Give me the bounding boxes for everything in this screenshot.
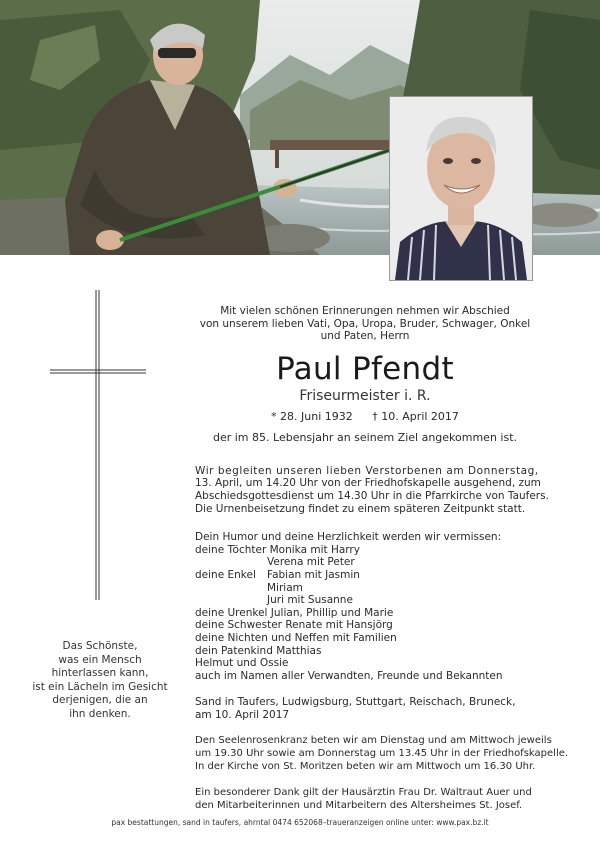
mourners-list [195,531,535,682]
thanks-text [195,787,535,812]
mourner-value: Fabian mit Jasmin [267,568,360,581]
memorial-poem [30,640,170,721]
mourner-line: auch im Namen aller Verwandten, Freunde und Bekannten [195,669,503,682]
mourner-line: dein Patenkind Matthias [195,644,322,657]
mourner-label [195,594,267,607]
funeral-line: Wir begleiten unseren lieben Verstorbenen am Donnerstag, [195,464,539,477]
funeral-info [195,464,549,515]
thanks-line: Ein besonderer Dank gilt der Hausärztin Frau Dr. Waltraut Auer und [195,787,532,799]
mourner-row [195,569,535,582]
mourner-line: deine Nichten und Neffen mit Familien [195,631,397,644]
obituary-text [195,305,569,812]
mourner-row [195,556,535,569]
deceased-name: Paul Pfendt [276,350,454,387]
rosary-line: um 19.30 Uhr sowie am Donnerstag um 13.45 Uhr in der Friedhofskapelle. [195,748,569,760]
intro-line: von unserem lieben Vati, Opa, Uropa, Bruder, Schwager, Onkel [199,317,531,330]
rosary-line: Den Seelenrosenkranz beten wir am Dienstag und am Mittwoch jeweils [195,735,552,747]
places-line: am 10. April 2017 [195,708,290,721]
birth-date: * 28. Juni 1932 [271,409,353,423]
mourners-intro: Dein Humor und deine Herzlichkeit werden wir vermissen: [195,531,502,544]
mourner-label [195,582,267,595]
mourner-row [195,544,535,557]
places-line: Sand in Taufers, Ludwigsburg, Stuttgart, Reischach, Bruneck, [195,696,516,709]
rosary-info [195,735,569,773]
mourner-row [195,594,535,607]
poem-line: Das Schönste, [62,640,138,652]
places-date [195,696,535,721]
mourner-value: Miriam [267,581,303,594]
life-dates [195,410,535,424]
mourner-line: deine Schwester Renate mit Hansjörg [195,619,393,632]
mourner-row [195,582,535,595]
rosary-line: In der Kirche von St. Moritzen beten wir am Mittwoch um 16.30 Uhr. [195,760,536,772]
mourner-line: deine Urenkel Julian, Phillip und Marie [195,606,394,619]
mourner-label [195,556,267,569]
mourner-label: deine Töchter Monika mit Harry [195,543,360,556]
poem-line: was ein Mensch [58,653,142,666]
funeral-line: Die Urnenbeisetzung findet zu einem späteren Zeitpunkt statt. [195,502,526,515]
mourner-line: Helmut und Ossie [195,657,289,670]
poem-line: ihn denken. [69,707,131,720]
portrait-photo [389,96,533,281]
intro-text [195,305,535,343]
cross-icon [50,290,146,600]
age-line: der im 85. Lebensjahr an seinem Ziel angekommen ist. [212,430,518,444]
poem-line: ist ein Lächeln im Gesicht [32,680,168,693]
intro-line: Mit vielen schönen Erinnerungen nehmen wir Abschied [220,305,510,317]
footer-credit: pax bestattungen, sand in taufers, ahrntal 0474 652068–traueranzeigen online unter: www.pax.bz.it [111,818,489,827]
mourner-value: Verena mit Peter [267,556,355,569]
thanks-line: den Mitarbeiterinnen und Mitarbeitern des Altersheimes St. Josef. [195,799,523,811]
death-date: † 10. April 2017 [372,409,459,423]
funeral-line: 13. April, um 14.20 Uhr von der Friedhofskapelle ausgehend, zum [195,477,541,490]
poem-line: hinterlassen kann, [51,667,149,679]
profession: Friseurmeister i. R. [299,387,431,404]
mourner-value: Juri mit Susanne [267,594,353,607]
poem-line: derjenigen, die an [52,694,148,706]
funeral-line: Abschiedsgottesdienst um 14.30 Uhr in die Pfarrkirche von Taufers. [195,489,549,502]
mourner-label: deine Enkel [195,568,256,581]
intro-line: und Paten, Herrn [320,330,410,343]
